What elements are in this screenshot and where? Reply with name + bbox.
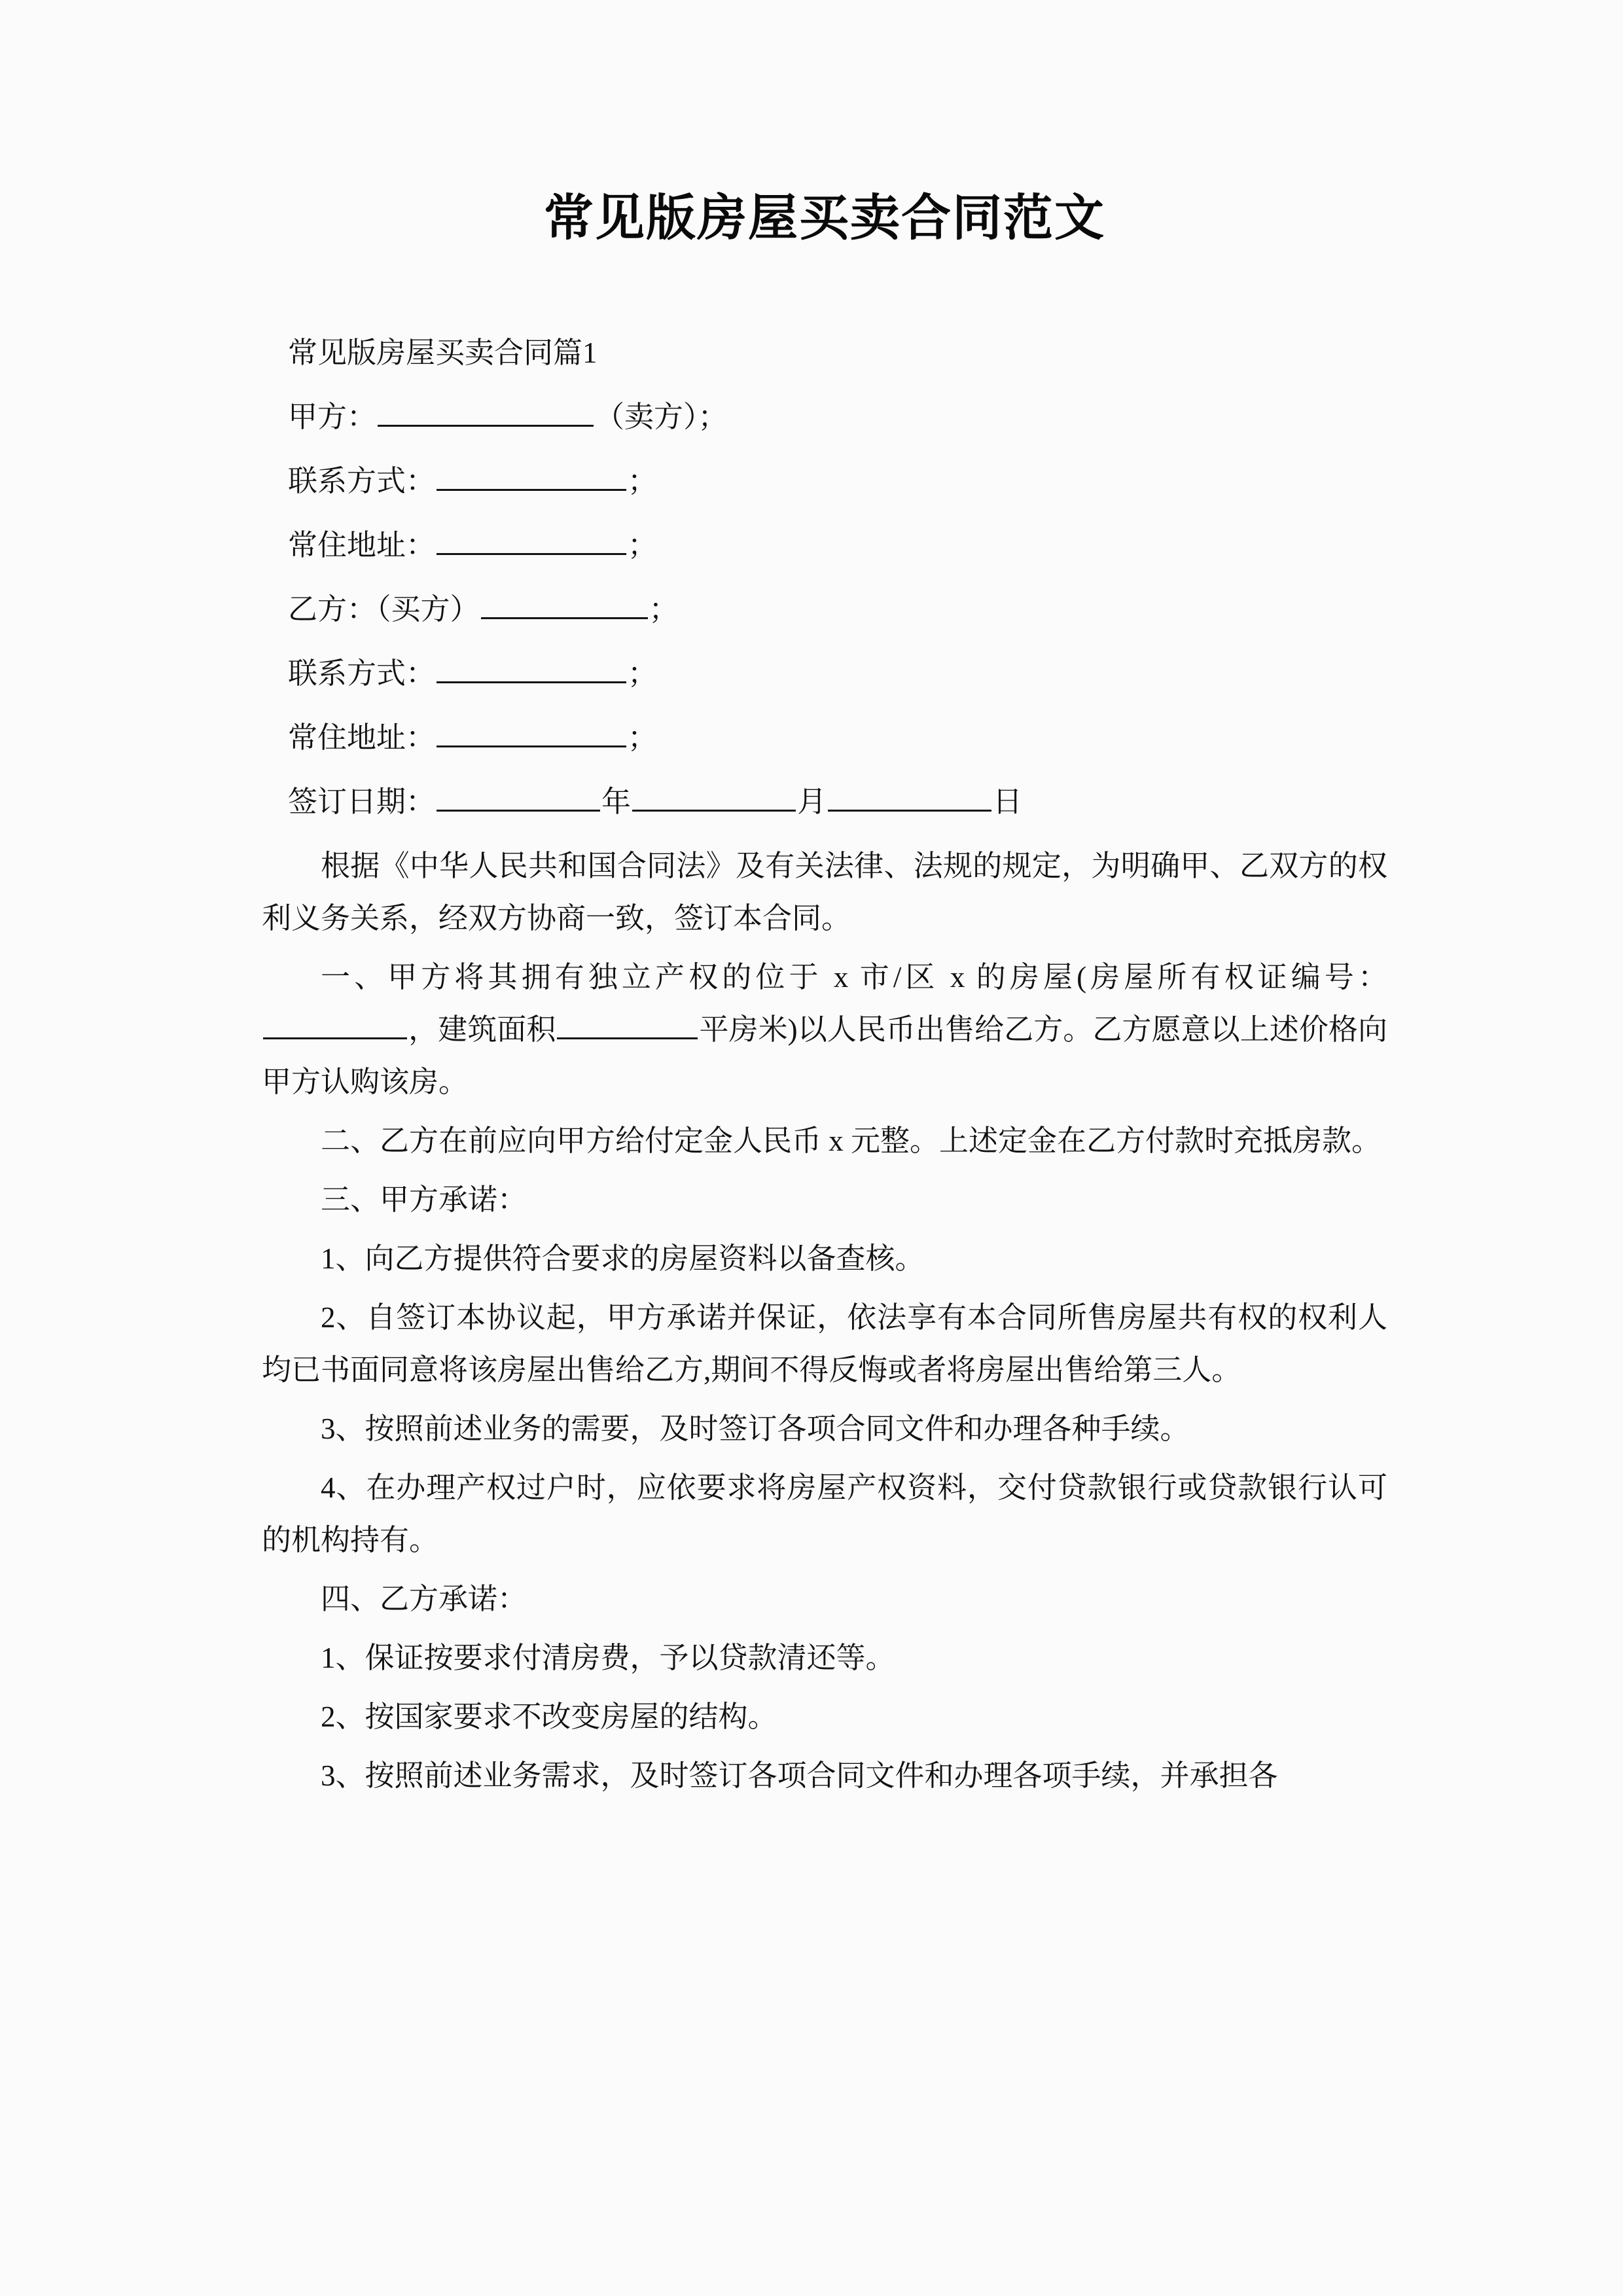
party-a-address-blank[interactable] [437,523,626,555]
sign-date-line [262,776,1387,828]
clause-four-item-2-text: 2、按国家要求不改变房屋的结构。 [321,1700,777,1734]
party-b-contact-label: 联系方式： [288,657,436,691]
ownership-certificate-blank[interactable] [263,1007,407,1039]
subtitle-line [262,327,1387,379]
party-b-line [262,583,1387,636]
sign-date-year-blank[interactable] [437,780,600,812]
clause-four-heading [262,1573,1387,1625]
party-a-blank[interactable] [378,395,594,427]
sign-date-month-blank[interactable] [632,780,796,812]
clause-three-item-2-text: 2、自签订本协议起，甲方承诺并保证，依法享有本合同所售房屋共有权的权利人均已书面同意将该房屋出售给乙方,期间不得反悔或者将房屋出售给第三人。 [262,1301,1387,1387]
party-b-address-label: 常住地址： [288,721,436,755]
clause-four-item-1-text: 1、保证按要求付清房费，予以贷款清还等。 [321,1641,895,1675]
party-b-contact-blank[interactable] [437,651,626,683]
party-a-contact-blank[interactable] [437,459,626,491]
document-body [262,327,1387,1802]
party-b-address-suffix: ； [628,721,658,755]
sign-date-label: 签订日期： [288,785,436,819]
page-title: 常见版房屋买卖合同范文 [544,190,1105,246]
party-b-contact-suffix: ； [628,657,658,691]
clause-one-text-part2: ，建筑面积 [408,1013,556,1047]
party-b-address-blank[interactable] [437,715,626,747]
party-a-contact-label: 联系方式： [288,465,436,498]
clause-one-text-part3: 平房米)以人民币出售给乙方。乙方愿意以上述价格向甲方认购该房。 [262,1013,1387,1099]
party-a-suffix: （卖方）； [595,401,728,434]
clause-three-item-3-text: 3、按照前述业务的需要，及时签订各项合同文件和办理各种手续。 [321,1412,1190,1446]
clause-four-item-2 [262,1691,1387,1743]
subtitle-text: 常见版房屋买卖合同篇1 [288,336,597,370]
clause-three-item-4-text: 4、在办理产权过户时，应依要求将房屋产权资料，交付贷款银行或贷款银行认可的机构持有。 [262,1471,1387,1557]
party-a-address-suffix: ； [628,529,658,562]
clause-three-item-1-text: 1、向乙方提供符合要求的房屋资料以备查核。 [321,1242,925,1276]
party-b-label: 乙方：（买方） [288,593,480,626]
party-a-address-line [262,519,1387,571]
party-a-contact-suffix: ； [628,465,658,498]
preamble-paragraph [262,840,1387,944]
building-area-blank[interactable] [557,1007,698,1039]
party-b-suffix: ； [649,593,679,626]
preamble-text: 根据《中华人民共和国合同法》及有关法律、法规的规定，为明确甲、乙双方的权利义务关系，经双方协商一致，签订本合同。 [262,850,1387,935]
clause-four-heading-text: 四、乙方承诺： [321,1583,527,1616]
sign-date-month-label: 月 [797,785,827,819]
party-a-label: 甲方： [288,401,377,434]
clause-one-text-part1: 一、甲方将其拥有独立产权的位于 x 市/区 x 的房屋(房屋所有权证编号： [321,961,1387,994]
clause-four-item-3-text: 3、按照前述业务需求，及时签订各项合同文件和办理各项手续，并承担各 [321,1759,1278,1793]
party-a-line [262,391,1387,443]
clause-two-paragraph [262,1115,1387,1167]
clause-three-item-4 [262,1462,1387,1566]
sign-date-day-blank[interactable] [828,780,991,812]
party-a-contact-line [262,455,1387,507]
party-b-address-line [262,711,1387,764]
clause-three-item-2 [262,1291,1387,1396]
page-content [262,0,1387,1808]
clause-three-item-1 [262,1232,1387,1285]
sign-date-day-label: 日 [993,785,1023,819]
clause-three-heading [262,1174,1387,1226]
clause-four-item-1 [262,1632,1387,1684]
sign-date-year-label: 年 [601,785,632,819]
clause-four-item-3 [262,1749,1387,1802]
party-b-blank[interactable] [481,587,648,619]
clause-one-paragraph [262,951,1387,1108]
party-a-address-label: 常住地址： [288,529,436,562]
party-b-contact-line [262,647,1387,700]
clause-three-item-3 [262,1403,1387,1455]
clause-three-heading-text: 三、甲方承诺： [321,1183,527,1217]
clause-two-text: 二、乙方在前应向甲方给付定金人民币 x 元整。上述定金在乙方付款时充抵房款。 [321,1124,1382,1158]
